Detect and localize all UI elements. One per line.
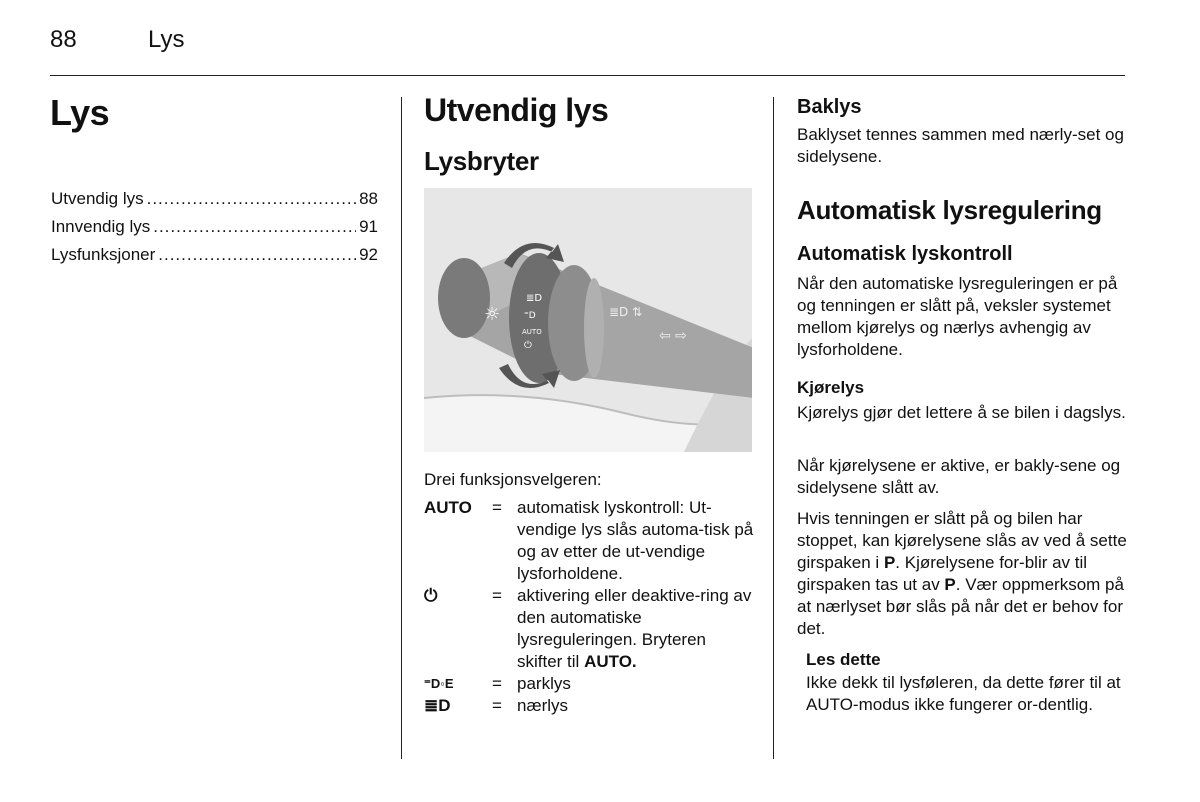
kjorelys-p1: Kjørelys gjør det lettere å se bilen i dagslys. bbox=[797, 403, 1126, 422]
note-text: Ikke dekk til lysføleren, da dette fører til at AUTO-modus ikke fungerer or-dentlig. bbox=[806, 673, 1121, 714]
baklys-heading: Baklys bbox=[797, 96, 862, 118]
function-list bbox=[424, 497, 754, 717]
def-parking: ⁼D◦E = parklys bbox=[424, 674, 571, 693]
section-title: Lys bbox=[148, 26, 185, 53]
svg-text:AUTO: AUTO bbox=[522, 328, 542, 336]
def-power: ⏻ = aktivering eller deaktive-ring av den automatiske lysreguleringen. Bryteren skifter til AUTO. bbox=[424, 586, 752, 671]
low-beam-icon: ≣D bbox=[424, 696, 451, 715]
parking-light-icon: ⁼D◦E bbox=[424, 676, 454, 691]
column-divider-2 bbox=[773, 97, 774, 759]
kjorelys-p3: Hvis tenningen er slått på og bilen har stoppet, kan kjørelysene slås av ved å sette girspaken i P. Kjørelysene for-blir av til girspaken tas ut av P. Vær oppmerksom på at nærlyset bør slås på når det er behov for det. bbox=[797, 509, 1127, 638]
svg-text:☼: ☼ bbox=[484, 304, 501, 325]
kjorelys-heading: Kjørelys bbox=[797, 378, 865, 397]
section-heading: Utvendig lys bbox=[424, 92, 609, 128]
light-switch-illustration bbox=[424, 188, 752, 452]
subsection-heading: Lysbryter bbox=[424, 146, 539, 176]
note-title: Les dette bbox=[806, 650, 881, 669]
svg-text:⁼D: ⁼D bbox=[524, 311, 536, 321]
auto-text: Når den automatiske lysreguleringen er på og tenningen er slått på, veksler systemet mellom kjørelys og nærlys avhengig av lysforholdene. bbox=[797, 274, 1118, 359]
header-rule bbox=[50, 75, 1125, 76]
def-auto: AUTO = automatisk lyskontroll: Ut-vendige lys slås automa-tisk på og av etter de ut-vendige lysforholdene. bbox=[424, 498, 754, 583]
toc-item[interactable]: Innvendig lys ..... 91 bbox=[51, 217, 378, 245]
page-number: 88 bbox=[50, 26, 77, 53]
auto-subheading: Automatisk lyskontroll bbox=[797, 243, 1013, 265]
chapter-title: Lys bbox=[50, 92, 110, 133]
column-divider-1 bbox=[401, 97, 402, 759]
toc-item[interactable]: Lysfunksjoner ..... 92 bbox=[51, 245, 378, 273]
auto-heading: Automatisk lysregulering bbox=[797, 195, 1102, 225]
def-low-beam: ≣D = nærlys bbox=[424, 696, 569, 715]
svg-text:⇦ ⇨: ⇦ ⇨ bbox=[659, 328, 687, 344]
toc-item[interactable]: Utvendig lys ..... 88 bbox=[51, 189, 378, 217]
power-icon: ⏻ bbox=[424, 586, 438, 605]
svg-text:⏻: ⏻ bbox=[524, 340, 532, 351]
svg-text:≣D ⇅: ≣D ⇅ bbox=[609, 305, 643, 319]
baklys-text: Baklyset tennes sammen med nærly-set og sidelysene. bbox=[797, 125, 1124, 166]
table-of-contents bbox=[51, 189, 378, 273]
intro-text: Drei funksjonsvelgeren: bbox=[424, 470, 602, 489]
svg-text:≣D: ≣D bbox=[526, 293, 543, 304]
kjorelys-p2: Når kjørelysene er aktive, er bakly-sene og sidelysene slått av. bbox=[797, 456, 1121, 497]
